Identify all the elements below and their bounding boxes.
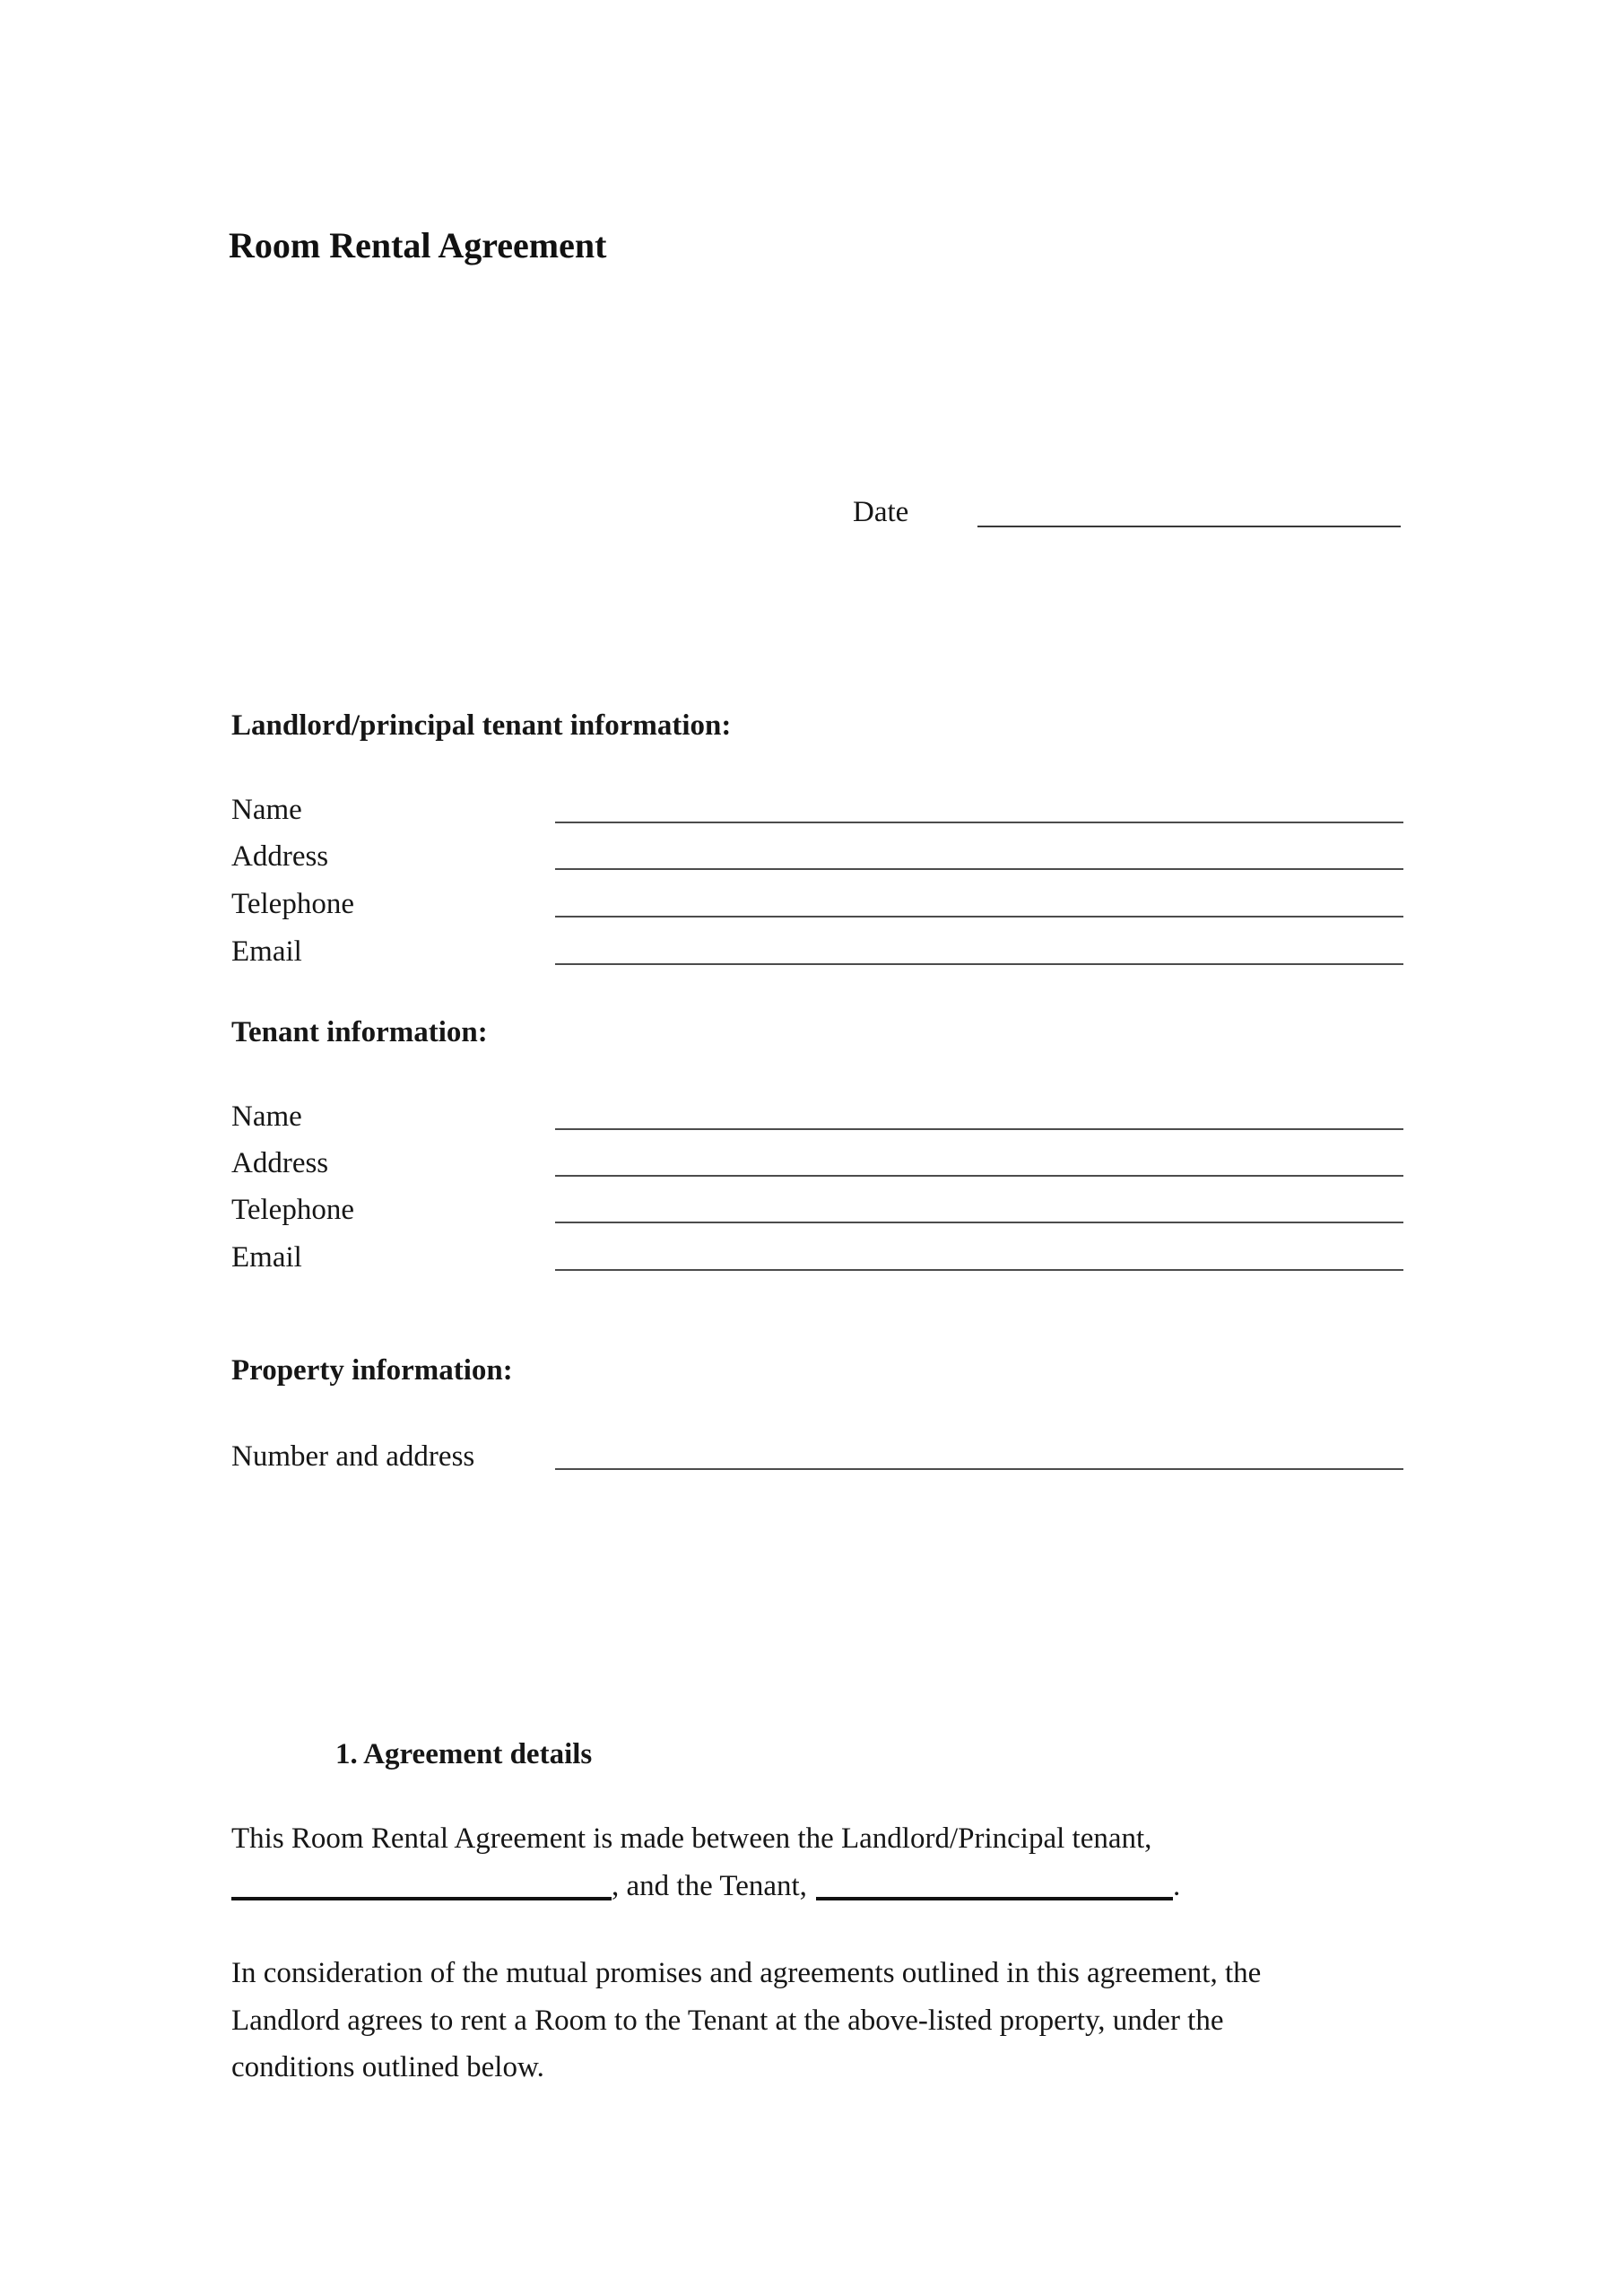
agreement-paragraph1-line1: This Room Rental Agreement is made between the Landlord/Principal tenant, bbox=[231, 1822, 1152, 1855]
agreement-paragraph2-line2: Landlord agrees to rent a Room to the Tenant at the above-listed property, under the bbox=[231, 2005, 1224, 2037]
property-section-heading: Property information: bbox=[231, 1354, 513, 1387]
agreement-paragraph1-mid-text: , and the Tenant, bbox=[612, 1870, 807, 1902]
landlord-address-label: Address bbox=[231, 840, 329, 873]
agreement-paragraph2-line3: conditions outlined below. bbox=[231, 2051, 544, 2083]
date-fill-line bbox=[977, 526, 1401, 527]
landlord-name-line bbox=[555, 822, 1403, 823]
landlord-name-label: Name bbox=[231, 794, 302, 826]
agreement-details-heading: 1. Agreement details bbox=[335, 1738, 593, 1770]
date-label: Date bbox=[853, 496, 909, 528]
landlord-name-blank bbox=[231, 1892, 612, 1900]
tenant-name-label: Name bbox=[231, 1100, 302, 1133]
landlord-address-line bbox=[555, 868, 1403, 870]
landlord-email-line bbox=[555, 963, 1403, 965]
tenant-address-label: Address bbox=[231, 1147, 329, 1179]
landlord-section-heading: Landlord/principal tenant information: bbox=[231, 709, 732, 742]
tenant-email-label: Email bbox=[231, 1241, 302, 1274]
page-title: Room Rental Agreement bbox=[229, 225, 607, 265]
agreement-paragraph1-line2 bbox=[231, 1863, 1180, 1910]
property-number-address-line bbox=[555, 1468, 1403, 1470]
tenant-address-line bbox=[555, 1175, 1403, 1177]
landlord-email-label: Email bbox=[231, 935, 302, 968]
tenant-name-blank bbox=[816, 1892, 1173, 1900]
agreement-paragraph1-period: . bbox=[1172, 1870, 1181, 1902]
tenant-telephone-label: Telephone bbox=[231, 1194, 354, 1226]
tenant-telephone-line bbox=[555, 1222, 1403, 1223]
property-number-address-label: Number and address bbox=[231, 1440, 475, 1473]
landlord-telephone-line bbox=[555, 916, 1403, 918]
tenant-name-line bbox=[555, 1128, 1403, 1130]
landlord-telephone-label: Telephone bbox=[231, 888, 354, 920]
agreement-paragraph2-line1: In consideration of the mutual promises and agreements outlined in this agreement, the bbox=[231, 1957, 1262, 1989]
tenant-section-heading: Tenant information: bbox=[231, 1016, 488, 1048]
tenant-email-line bbox=[555, 1269, 1403, 1271]
